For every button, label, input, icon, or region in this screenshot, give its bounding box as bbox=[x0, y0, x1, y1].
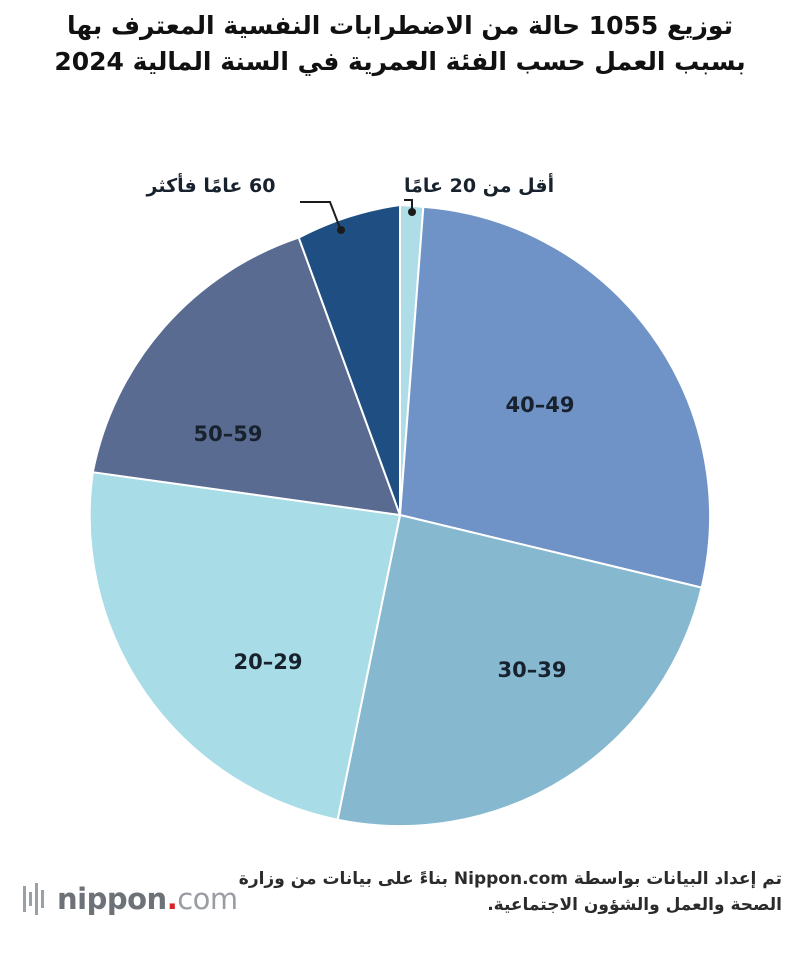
pie-label-under20: أقل من 20 عامًا bbox=[404, 175, 555, 197]
pie-label-thirties: 30–39 bbox=[497, 658, 567, 682]
nippon-logo[interactable] bbox=[22, 882, 238, 916]
logo-bars-icon bbox=[22, 882, 48, 916]
pie-chart-svg bbox=[0, 160, 800, 860]
logo-text-nippon: nippon bbox=[57, 882, 167, 916]
logo-wordmark bbox=[57, 882, 238, 916]
footer bbox=[0, 860, 800, 954]
pie-label-twenties: 20–29 bbox=[233, 650, 303, 674]
callout-dot-sixty-plus bbox=[337, 226, 345, 234]
logo-text-com: com bbox=[177, 882, 238, 916]
pie-chart bbox=[0, 160, 800, 860]
page-title: توزيع 1055 حالة من الاضطرابات النفسية المعترف بها بسبب العمل حسب الفئة العمرية في السنة المالية 2024 bbox=[54, 11, 746, 76]
source-note: تم إعداد البيانات بواسطة Nippon.com بناءً على بيانات من وزارة الصحة والعمل والشؤون الاجتماعية. bbox=[238, 869, 782, 916]
callout-dot-under20 bbox=[408, 208, 416, 216]
pie-label-fifties: 50–59 bbox=[193, 422, 263, 446]
pie-label-forties: 40–49 bbox=[505, 393, 575, 417]
pie-label-sixty-plus: 60 عامًا فأكثر bbox=[146, 175, 276, 197]
logo-text-dot: . bbox=[166, 882, 178, 916]
